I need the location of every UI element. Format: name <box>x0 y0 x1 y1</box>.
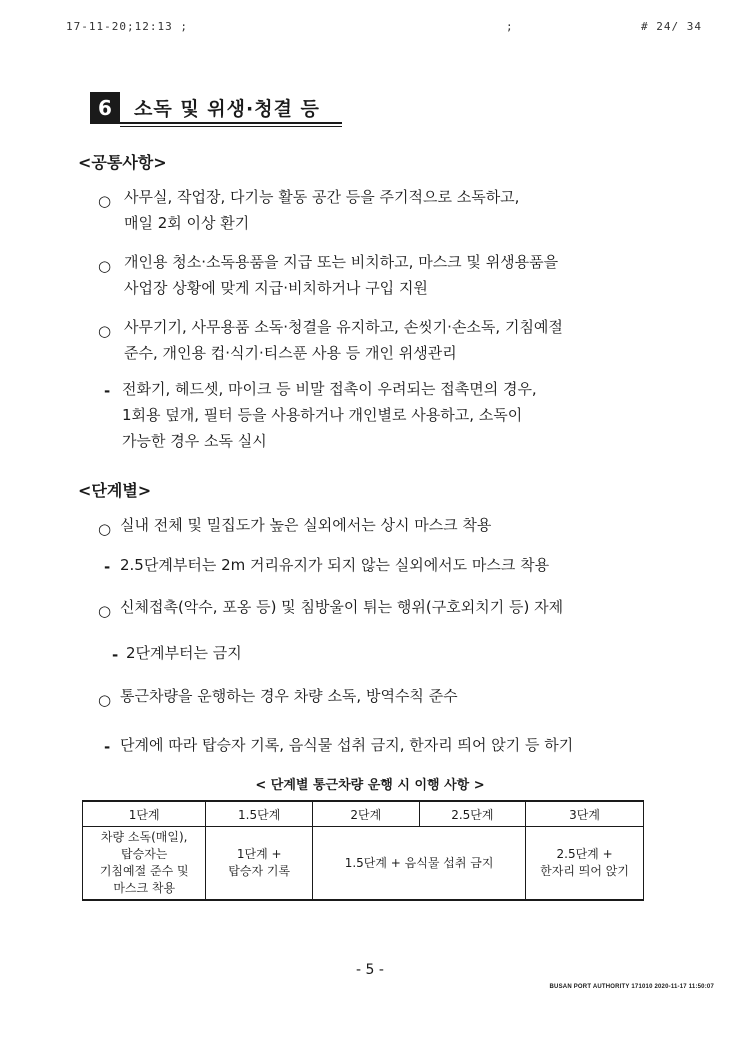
bullet-circle-icon: ○ <box>98 257 112 275</box>
cell-stage-1-line-2: 탑승자는 <box>121 847 168 861</box>
common-item-1-line-1: 사무실, 작업장, 다기능 활동 공간 등을 주기적으로 소독하고, <box>124 188 520 206</box>
bullet-circle-icon: ○ <box>98 192 112 210</box>
bullet-circle-icon: ○ <box>98 322 112 340</box>
stage-item-3-sub: 단계에 따라 탑승자 기록, 음식물 섭취 금지, 한자리 띄어 앉기 등 하기 <box>120 736 574 754</box>
section-heading <box>90 92 342 126</box>
header-stage-3: 3단계 <box>526 801 644 827</box>
header-stage-1: 1단계 <box>83 801 206 827</box>
common-sub-item-line-1: 전화기, 헤드셋, 마이크 등 비말 접촉이 우려되는 접촉면의 경우, <box>122 380 537 398</box>
page-number: - 5 - <box>356 962 384 978</box>
table-header-row <box>83 801 644 827</box>
common-heading: <공통사항> <box>78 153 167 172</box>
bullet-circle-icon: ○ <box>98 520 112 538</box>
cell-stage-1-5 <box>206 827 313 901</box>
section-number: 6 <box>90 92 120 124</box>
common-sub-item-line-3: 가능한 경우 소독 실시 <box>122 432 267 450</box>
stage-item-1-sub: 2.5단계부터는 2m 거리유지가 되지 않는 실외에서도 마스크 착용 <box>120 556 550 574</box>
common-item-1-line-2: 매일 2회 이상 환기 <box>124 214 250 232</box>
table-row <box>83 827 644 901</box>
stage-item-1: 실내 전체 및 밀집도가 높은 실외에서는 상시 마스크 착용 <box>120 516 492 534</box>
cell-stage-1-5-line-2: 탑승자 기록 <box>228 864 291 878</box>
cell-stage-1-line-4: 마스크 착용 <box>113 881 176 895</box>
common-item-3-line-1: 사무기기, 사무용품 소독·청결을 유지하고, 손씻기·손소독, 기침예절 <box>124 318 563 336</box>
common-item-2-line-1: 개인용 청소·소독용품을 지급 또는 비치하고, 마스크 및 위생용품을 <box>124 253 559 271</box>
fax-header-left: 17-11-20;12:13 ; <box>66 20 188 33</box>
commute-vehicle-table <box>82 800 644 901</box>
cell-stage-2-2-5-line-1: 1.5단계 + 음식물 섭취 금지 <box>344 855 494 870</box>
bullet-circle-icon: ○ <box>98 602 112 620</box>
cell-stage-1-5-line-1: 1단계 + <box>236 847 282 861</box>
dash-bullet-icon: - <box>104 558 111 576</box>
header-stage-2-5: 2.5단계 <box>419 801 526 827</box>
section-title: 소독 및 위생·청결 등 <box>134 98 320 120</box>
common-item-2-line-2: 사업장 상황에 맞게 지급·비치하거나 구입 지원 <box>124 279 428 297</box>
footer-stamp: BUSAN PORT AUTHORITY 171010 2020-11-17 11:50:07 <box>549 984 714 990</box>
header-stage-1-5: 1.5단계 <box>206 801 313 827</box>
table-caption: < 단계별 통근차량 운행 시 이행 사항 > <box>255 778 485 793</box>
common-item-3 <box>124 314 563 366</box>
dash-bullet-icon: - <box>112 646 119 664</box>
cell-stage-1-line-1: 차량 소독(매일), <box>100 830 188 844</box>
section-underline <box>120 122 342 124</box>
fax-header-middle: ; <box>506 20 514 33</box>
header-stage-2: 2단계 <box>312 801 419 827</box>
cell-stage-1 <box>83 827 206 901</box>
common-sub-item <box>122 376 537 454</box>
common-sub-item-line-2: 1회용 덮개, 필터 등을 사용하거나 개인별로 사용하고, 소독이 <box>122 406 523 424</box>
stage-item-3: 통근차량을 운행하는 경우 차량 소독, 방역수칙 준수 <box>120 687 458 705</box>
cell-stage-2-2-5 <box>312 827 525 901</box>
cell-stage-3-line-2: 한자리 띄어 앉기 <box>540 864 629 878</box>
stage-item-2: 신체접촉(악수, 포옹 등) 및 침방울이 튀는 행위(구호외치기 등) 자제 <box>120 598 564 616</box>
common-item-1 <box>124 184 519 236</box>
cell-stage-3 <box>526 827 644 901</box>
common-item-3-line-2: 준수, 개인용 컵·식기·티스푼 사용 등 개인 위생관리 <box>124 344 457 362</box>
bullet-circle-icon: ○ <box>98 691 112 709</box>
dash-bullet-icon: - <box>104 738 111 756</box>
common-item-2 <box>124 249 558 301</box>
dash-bullet-icon: - <box>104 382 111 400</box>
section-underline-thin <box>120 126 342 127</box>
stage-item-2-sub: 2단계부터는 금지 <box>126 644 242 662</box>
cell-stage-3-line-1: 2.5단계 + <box>556 847 613 861</box>
stages-heading: <단계별> <box>78 481 152 500</box>
fax-header-page: # 24/ 34 <box>641 20 702 33</box>
cell-stage-1-line-3: 기침예절 준수 및 <box>99 864 189 878</box>
